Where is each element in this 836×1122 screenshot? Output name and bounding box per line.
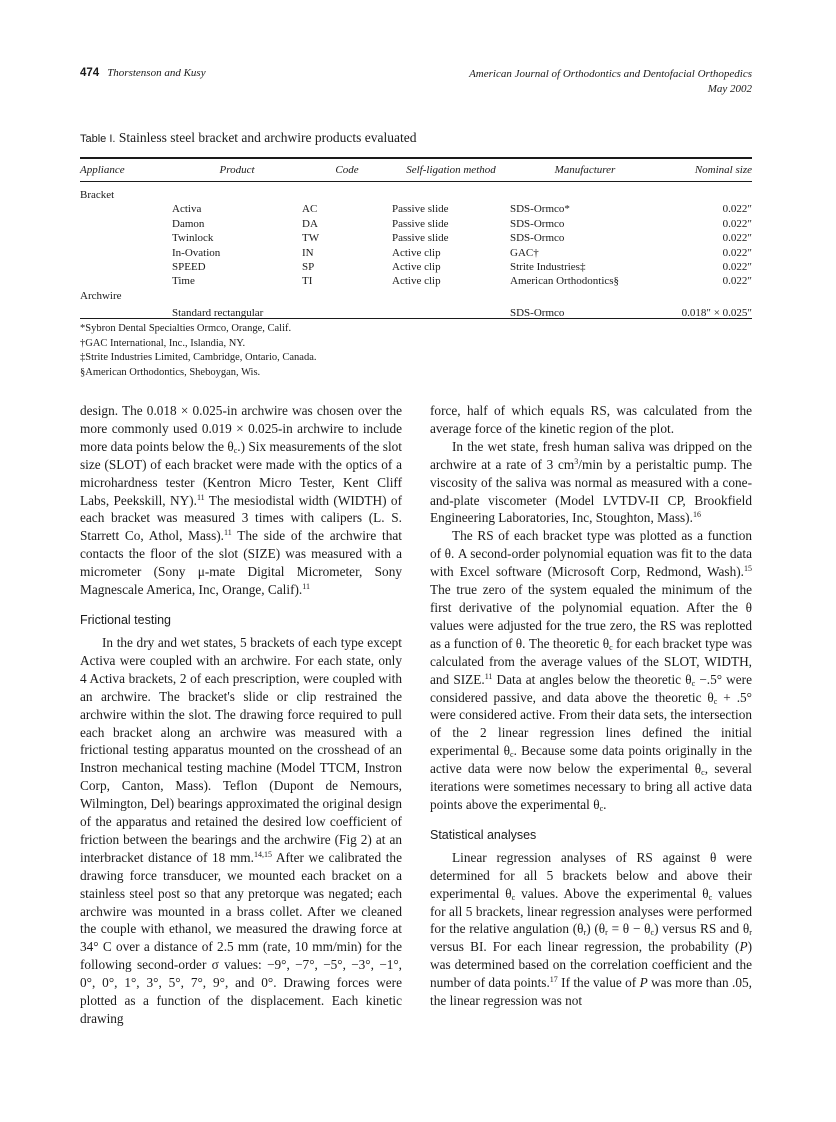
size-cell: 0.022″	[722, 261, 752, 274]
table-label: Table I.	[80, 133, 116, 145]
subscript: c	[650, 928, 655, 938]
product-cell: In-Ovation	[172, 246, 221, 259]
table-footnotes	[80, 322, 317, 380]
subscript: c	[713, 696, 718, 706]
text-run: . Because some data points originally in the active data were now below the experimental θ	[430, 743, 752, 777]
method-cell: Active clip	[392, 275, 441, 288]
table-row	[80, 274, 752, 288]
text-run: If the value of	[557, 975, 640, 991]
manufacturer-cell: Strite Industries‡	[510, 261, 586, 274]
subscript: r	[749, 928, 752, 938]
method-cell: Passive slide	[392, 203, 449, 216]
left-column	[80, 402, 402, 1028]
text-run: The side of the archwire that contacts the floor of the slot (SIZE) was measured with a micrometer (Sony μ-mate Digital Micrometer, Sony Magnescale America, Inc, Orange, Calif).	[80, 528, 402, 598]
code-cell: AC	[302, 203, 318, 216]
method-cell: Passive slide	[392, 217, 449, 230]
text-run: ) was determined based on the correlation coefficient and the number of data points.	[430, 939, 752, 991]
running-header-left	[80, 67, 206, 79]
code-cell: TW	[302, 232, 320, 245]
code-cell: SP	[302, 261, 315, 274]
subscript: c	[599, 803, 604, 813]
col-header-code: Code	[335, 164, 359, 176]
citation: 14,15	[253, 849, 272, 859]
text-run: The true zero of the system equaled the minimum of the first derivative of the polynomial equation. After the θ values were adjusted for the true zero, the RS was replotted as a function of θ. The theoretic θ	[430, 582, 752, 651]
table-title: Stainless steel bracket and archwire products evaluated	[118, 130, 417, 145]
size-cell: 0.022″	[722, 217, 752, 230]
text-run: , several iterations were sometimes necessary to bring all active data points above the experimental θ	[430, 761, 752, 812]
citation: 11	[224, 528, 232, 538]
subscript: c	[510, 750, 514, 760]
method-cell: Passive slide	[392, 232, 449, 245]
table-row	[80, 260, 752, 274]
text-run: + .5° were considered active. From their data sets, the intersection of the 2 linear regression lines defined the initial experimental θ	[430, 689, 752, 759]
table-row	[80, 217, 752, 231]
citation: 11	[302, 582, 310, 592]
journal-issue: May 2002	[707, 83, 752, 95]
col-header-method: Self-ligation method	[406, 164, 496, 176]
text-run: .	[603, 796, 607, 812]
col-header-product: Product	[219, 164, 255, 176]
size-cell: 0.022″	[722, 275, 752, 288]
col-header-size: Nominal size	[694, 164, 752, 176]
text-run: values for all 5 brackets, linear regression analyses were performed for the relative angulation (θ	[430, 885, 752, 937]
code-cell: DA	[302, 217, 318, 230]
subscript: c	[708, 892, 713, 902]
text-run: design. The 0.018 × 0.025-in archwire was chosen over the more commonly used 0.019 × 0.025-in archwire to include more data points below the θ	[80, 403, 402, 454]
text-run: The mesiodistal width (WIDTH) of each bracket was measured 3 times with calipers (L. S. Starrett Co, Athol, Mass).	[80, 492, 402, 544]
paragraph	[430, 438, 752, 528]
group-row-archwire	[80, 289, 752, 303]
text-run: values. Above the experimental θ	[515, 885, 709, 901]
subscript: c	[609, 642, 613, 652]
text-run: In the wet state, fresh human saliva was dripped on the archwire at a rate of 3 cm	[430, 438, 752, 472]
manufacturer-cell: SDS-Ormco*	[510, 203, 570, 216]
citation: 15	[744, 564, 752, 574]
manufacturer-cell: SDS-Ormco	[510, 232, 565, 245]
right-column	[430, 402, 752, 1010]
product-cell: Damon	[172, 217, 205, 230]
product-cell: Standard rectangular	[172, 307, 264, 320]
text-run: After we calibrated the drawing force transducer, we mounted each bracket on a stainless steel post so that any pretorque was negated; each archwire was mounted in a brass collet. After we cleaned the couple with ethanol, we measured the drawing force at 34° C over a distance of 2.5 mm (rate, 10 mm/min) for the following second-order σ values: −9°, −7°, −5°, −3°, −1°, 0°, 0°, 1°, 3°, 5°, 7°, 9°, and 0°. Drawing forces were plotted as a function of the displacement. Each kinetic drawing	[80, 849, 402, 1026]
subscript: c	[233, 445, 238, 455]
text-run: = θ − θ	[607, 921, 651, 937]
paragraph	[80, 634, 402, 1028]
italic-symbol: P	[739, 939, 748, 955]
group-label: Archwire	[80, 289, 122, 302]
product-cell: Activa	[172, 203, 202, 216]
text-run: Linear regression analyses of RS against θ were determined for all 5 brackets below and above their experimental θ	[430, 849, 752, 901]
text-run: .) Six measurements of the slot size (SLOT) of each bracket were made with the optics of a microhardness tester (Kentron Micro Tester, Kent Cliff Labs, Peekskill, NY).	[80, 438, 402, 508]
size-cell: 0.022″	[722, 246, 752, 259]
section-heading-frictional-testing: Frictional testing	[80, 612, 172, 627]
method-cell: Active clip	[392, 261, 441, 274]
manufacturer-cell: SDS-Ormco	[510, 217, 565, 230]
superscript: 3	[574, 456, 579, 466]
citation: 17	[549, 975, 558, 985]
manufacturer-cell: SDS-Ormco	[510, 307, 565, 320]
subscript: c	[511, 892, 516, 902]
table-row	[80, 202, 752, 216]
table-row	[80, 303, 752, 323]
code-cell: TI	[302, 275, 313, 288]
col-header-appliance: Appliance	[80, 164, 125, 176]
footnote: ‡Strite Industries Limited, Cambridge, Ontario, Canada.	[80, 352, 317, 364]
group-row-bracket	[80, 188, 752, 202]
text-run: Data at angles below the theoretic θ	[492, 671, 692, 687]
text-run: ) versus RS and θ	[654, 921, 750, 937]
citation: 16	[692, 510, 701, 520]
col-header-manufacturer: Manufacturer	[554, 164, 616, 176]
text-run: In the dry and wet states, 5 brackets of each type except Activa were coupled with an archwire. For each state, only 4 Activa brackets, 2 of each prescription, were coupled with an archwire. The bracket's slide or clip restrained the archwire within the slot. The drawing force required to pull each bracket along an archwire was measured with a frictional testing apparatus mounted on the crosshead of an Instron mechanical testing machine (Model TTCM, Instron Corp, Canton, Mass). Teflon (Dupont de Nemours, Wilmington, Del) bearings approximated the original design of the apparatus and retained the desired low coefficient of friction between the bearings and the archwire (Fig 2) at an interbracket distance of 18 mm.	[80, 634, 402, 865]
table-header-row	[80, 160, 752, 180]
running-header-right	[469, 67, 752, 97]
authors: Thorstenson and Kusy	[107, 67, 206, 79]
manufacturer-cell: American Orthodontics§	[510, 275, 620, 288]
manufacturer-cell: GAC†	[510, 246, 539, 259]
text-run: −.5° were considered passive, and data above the theoretic θ	[430, 671, 752, 705]
citation: 11	[484, 671, 493, 681]
product-cell: SPEED	[172, 261, 206, 274]
paragraph	[430, 849, 752, 1010]
paragraph	[80, 402, 402, 599]
text-run: ) (θ	[586, 921, 606, 937]
journal-title: American Journal of Orthodontics and Dentofacial Orthopedics	[469, 68, 752, 80]
size-cell: 0.022″	[722, 203, 752, 216]
table-row	[80, 246, 752, 260]
citation: 11	[196, 492, 205, 502]
size-cell: 0.022″	[722, 232, 752, 245]
size-cell: 0.018″ × 0.025″	[681, 307, 752, 320]
footnote: †GAC International, Inc., Islandia, NY.	[80, 337, 246, 349]
footnote: §American Orthodontics, Sheboygan, Wis.	[80, 366, 261, 378]
paragraph	[430, 527, 752, 814]
group-label: Bracket	[80, 189, 115, 201]
table-row	[80, 231, 752, 245]
paragraph: force, half of which equals RS, was calculated from the average force of the kinetic region of the plot.	[430, 403, 752, 436]
product-cell: Time	[172, 275, 195, 288]
subscript: r	[583, 928, 587, 938]
subscript: c	[691, 678, 696, 688]
italic-symbol: P	[639, 975, 648, 991]
text-run: versus BI. For each linear regression, the probability (	[430, 939, 740, 955]
text-run: for each bracket type was calculated from the average values of the SLOT, WIDTH, and SIZE.	[430, 635, 752, 687]
products-table	[80, 160, 752, 323]
subscript: c	[701, 768, 705, 778]
text-run: was more than .05, the linear regression was not	[430, 975, 752, 1009]
code-cell: IN	[302, 246, 314, 259]
text-run: /min by a peristaltic pump. The viscosity of the saliva was normal as measured with a cone-and-plate viscometer (Model LVTDV-II CP, Brookfield Engineering Laboratories, Inc, Stoughton, Mass).	[430, 456, 752, 526]
product-cell: Twinlock	[172, 232, 214, 245]
text-run: The RS of each bracket type was plotted as a function of θ. A second-order polynomial equation was fit to the data with Excel software (Microsoft Corp, Redmond, Wash).	[430, 528, 752, 580]
table-caption	[80, 130, 416, 146]
method-cell: Active clip	[392, 246, 441, 259]
subscript: r	[605, 928, 608, 938]
page-number: 474	[80, 67, 100, 79]
footnote: *Sybron Dental Specialties Ormco, Orange, Calif.	[80, 323, 292, 334]
section-heading-statistical-analyses: Statistical analyses	[430, 827, 537, 842]
table-top-rule	[80, 157, 752, 159]
